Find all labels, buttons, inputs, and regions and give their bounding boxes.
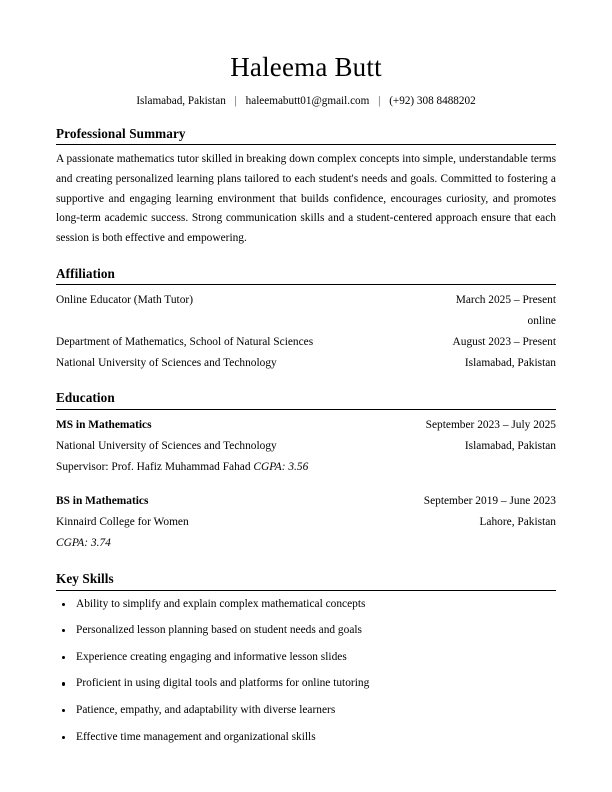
education-institution-row bbox=[56, 512, 556, 533]
list-item: Patience, empathy, and adaptability with diverse learners bbox=[56, 702, 556, 719]
affiliation-entry bbox=[56, 290, 556, 332]
contact-email[interactable]: haleemabutt01@gmail.com bbox=[245, 95, 370, 108]
section-affiliation bbox=[56, 266, 556, 374]
education-institution-row bbox=[56, 436, 556, 457]
affiliation-institution: National University of Sciences and Technology bbox=[56, 356, 277, 369]
affiliation-entry bbox=[56, 332, 556, 374]
affiliation-department-row bbox=[56, 332, 556, 353]
education-degree: MS in Mathematics bbox=[56, 419, 152, 432]
contact-location: Islamabad, Pakistan bbox=[136, 95, 226, 108]
section-rule-professional-summary bbox=[56, 144, 556, 145]
section-professional-summary bbox=[56, 126, 556, 249]
list-item: Ability to simplify and explain complex mathematical concepts bbox=[56, 596, 556, 613]
education-supervisor-row bbox=[56, 457, 556, 478]
section-rule-key-skills bbox=[56, 590, 556, 591]
list-item: Personalized lesson planning based on student needs and goals bbox=[56, 622, 556, 639]
education-dates: September 2023 – July 2025 bbox=[425, 419, 556, 432]
section-rule-affiliation bbox=[56, 284, 556, 285]
education-dates: September 2019 – June 2023 bbox=[423, 495, 556, 508]
education-supervisor: Supervisor: Prof. Hafiz Muhammad Fahad bbox=[56, 460, 251, 473]
education-entry bbox=[56, 491, 556, 553]
education-degree: BS in Mathematics bbox=[56, 495, 149, 508]
section-title-key-skills: Key Skills bbox=[56, 570, 114, 586]
affiliation-institution-row bbox=[56, 353, 556, 374]
affiliation-department: Department of Mathematics, School of Natural Sciences bbox=[56, 335, 314, 348]
education-cgpa: CGPA: 3.74 bbox=[56, 536, 111, 549]
section-title-professional-summary: Professional Summary bbox=[56, 125, 186, 141]
list-item: Effective time management and organizational skills bbox=[56, 729, 556, 746]
section-title-affiliation: Affiliation bbox=[56, 265, 115, 281]
contact-separator-1: | bbox=[234, 95, 237, 108]
affiliation-role-row bbox=[56, 290, 556, 311]
affiliation-dates: August 2023 – Present bbox=[452, 335, 556, 348]
section-education bbox=[56, 390, 556, 553]
contact-separator-2: | bbox=[378, 95, 381, 108]
section-title-education: Education bbox=[56, 390, 115, 406]
affiliation-dates: March 2025 – Present bbox=[455, 294, 556, 307]
education-institution: National University of Sciences and Technology bbox=[56, 439, 277, 452]
key-skills-list bbox=[56, 596, 556, 746]
education-entry bbox=[56, 415, 556, 477]
education-cgpa: CGPA: 3.56 bbox=[253, 460, 309, 473]
education-degree-row bbox=[56, 415, 556, 436]
candidate-name: Haleema Butt bbox=[230, 52, 382, 82]
affiliation-role: Online Educator (Math Tutor) bbox=[56, 294, 193, 307]
education-location: Islamabad, Pakistan bbox=[464, 439, 556, 452]
list-item: Experience creating engaging and informative lesson slides bbox=[56, 649, 556, 666]
education-institution: Kinnaird College for Women bbox=[56, 516, 189, 529]
professional-summary-text: A passionate mathematics tutor skilled in breaking down complex concepts into simple, understandable terms and creating personalized learning plans tailored to each student's needs and goals. Committed to fostering a supportive and engaging learning environment that builds confidence, encourages curiosity, and promotes long-term academic success. Strong communication skills and a student-centered approach ensure that each session is both effective and empowering. bbox=[56, 153, 556, 244]
list-item: Proficient in using digital tools and platforms for online tutoring bbox=[56, 675, 556, 692]
education-location: Lahore, Pakistan bbox=[479, 516, 556, 529]
section-key-skills bbox=[56, 571, 556, 746]
affiliation-location: Islamabad, Pakistan bbox=[464, 356, 556, 369]
resume-header bbox=[56, 52, 556, 109]
section-rule-education bbox=[56, 409, 556, 410]
contact-phone: (+92) 308 8488202 bbox=[389, 95, 476, 108]
contact-line bbox=[56, 94, 556, 109]
affiliation-mode: online bbox=[527, 315, 556, 328]
education-degree-row bbox=[56, 491, 556, 512]
